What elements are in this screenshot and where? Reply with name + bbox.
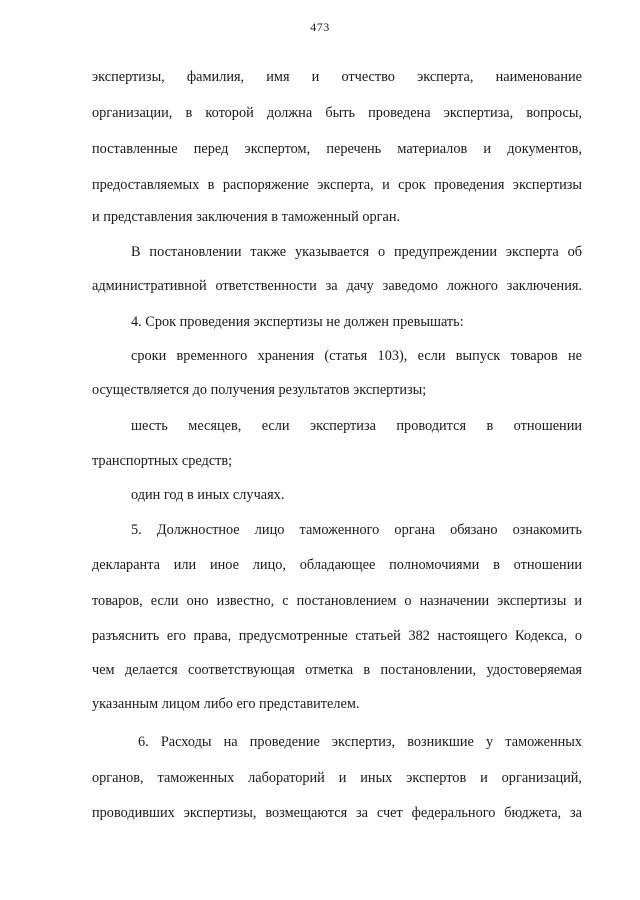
text-line: и представления заключения в таможенный орган. xyxy=(92,209,401,225)
text-line: административной ответственности за дачу заведомо ложного заключения. xyxy=(92,278,582,294)
page-number: 473 xyxy=(310,20,330,34)
text-line: 5. Должностное лицо таможенного органа обязано ознакомить xyxy=(131,522,582,538)
text-line: органов, таможенных лабораторий и иных экспертов и организаций, xyxy=(92,770,582,786)
text-line: чем делается соответствующая отметка в постановлении, удостоверяемая xyxy=(92,662,582,678)
text-line: осуществляется до получения результатов экспертизы; xyxy=(92,382,427,398)
text-line: один год в иных случаях. xyxy=(131,487,285,503)
text-line: шесть месяцев, если экспертиза проводится в отношении xyxy=(131,418,582,434)
text-line: проводивших экспертизы, возмещаются за счет федерального бюджета, за xyxy=(92,805,582,821)
text-line: сроки временного хранения (статья 103), если выпуск товаров не xyxy=(131,348,582,364)
text-line: декларанта или иное лицо, обладающее полномочиями в отношении xyxy=(92,557,582,573)
text-line: экспертизы, фамилия, имя и отчество эксперта, наименование xyxy=(92,69,582,85)
text-line: указанным лицом либо его представителем. xyxy=(92,696,360,712)
text-line: 4. Срок проведения экспертизы не должен превышать: xyxy=(131,314,464,330)
text-line: предоставляемых в распоряжение эксперта, и срок проведения экспертизы xyxy=(92,177,582,193)
text-line: организации, в которой должна быть проведена экспертиза, вопросы, xyxy=(92,105,582,121)
text-line: В постановлении также указывается о предупреждении эксперта об xyxy=(131,244,582,260)
text-line: разъяснить его права, предусмотренные статьей 382 настоящего Кодекса, о xyxy=(92,628,582,644)
text-line: товаров, если оно известно, с постановлением о назначении экспертизы и xyxy=(92,593,582,609)
text-line: транспортных средств; xyxy=(92,453,233,469)
text-line: 6. Расходы на проведение экспертиз, возникшие у таможенных xyxy=(138,734,582,750)
text-line: поставленные перед экспертом, перечень материалов и документов, xyxy=(92,141,582,157)
